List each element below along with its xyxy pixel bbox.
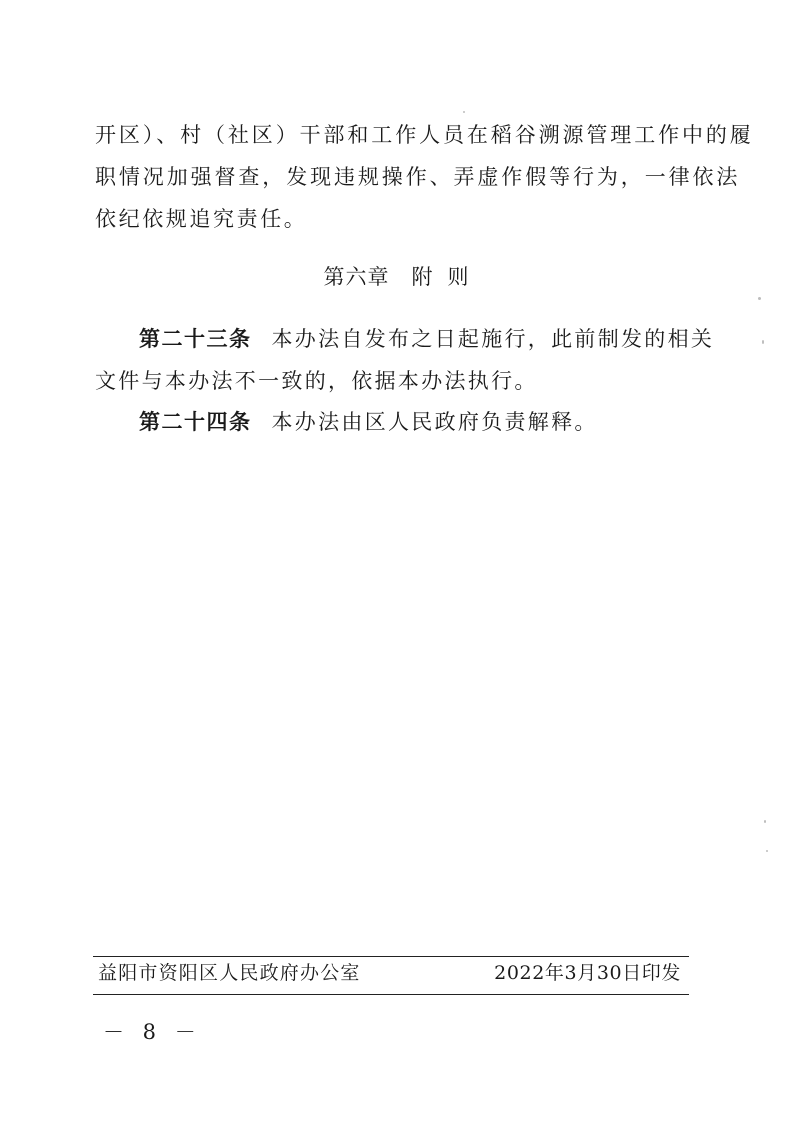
chapter-title-char: 则 bbox=[447, 265, 470, 289]
issuer-name: 益阳市资阳区人民政府办公室 bbox=[98, 962, 361, 984]
article-text: 本办法由区人民政府负责解释。 bbox=[271, 410, 598, 434]
footer-rule-top bbox=[93, 956, 689, 957]
article-23-continuation: 文件与本办法不一致的，依据本办法执行。 bbox=[95, 369, 538, 393]
chapter-title-char: 附 bbox=[411, 265, 434, 289]
scan-speck bbox=[766, 850, 768, 852]
chapter-number: 第六章 bbox=[323, 265, 390, 289]
page-number: － 8 － bbox=[103, 1020, 202, 1044]
chapter-heading bbox=[0, 267, 793, 288]
article-24 bbox=[139, 412, 598, 433]
scan-speck bbox=[762, 340, 764, 344]
body-text-line: 依纪依规追究责任。 bbox=[95, 207, 308, 231]
scan-speck bbox=[758, 297, 761, 300]
body-text-line: 职情况加强督查，发现违规操作、弄虚作假等行为，一律依法 bbox=[95, 165, 741, 189]
issue-date: 2022年3月30日印发 bbox=[494, 962, 681, 984]
scan-speck bbox=[463, 111, 465, 113]
article-label: 第二十四条 bbox=[139, 410, 252, 434]
scan-speck bbox=[764, 820, 766, 823]
body-text-line: 开区）、村（社区）干部和工作人员在稻谷溯源管理工作中的履 bbox=[95, 123, 754, 147]
article-23 bbox=[139, 329, 714, 350]
article-label: 第二十三条 bbox=[139, 327, 252, 351]
article-text: 本办法自发布之日起施行，此前制发的相关 bbox=[271, 327, 715, 351]
footer-rule-bottom bbox=[93, 994, 689, 995]
